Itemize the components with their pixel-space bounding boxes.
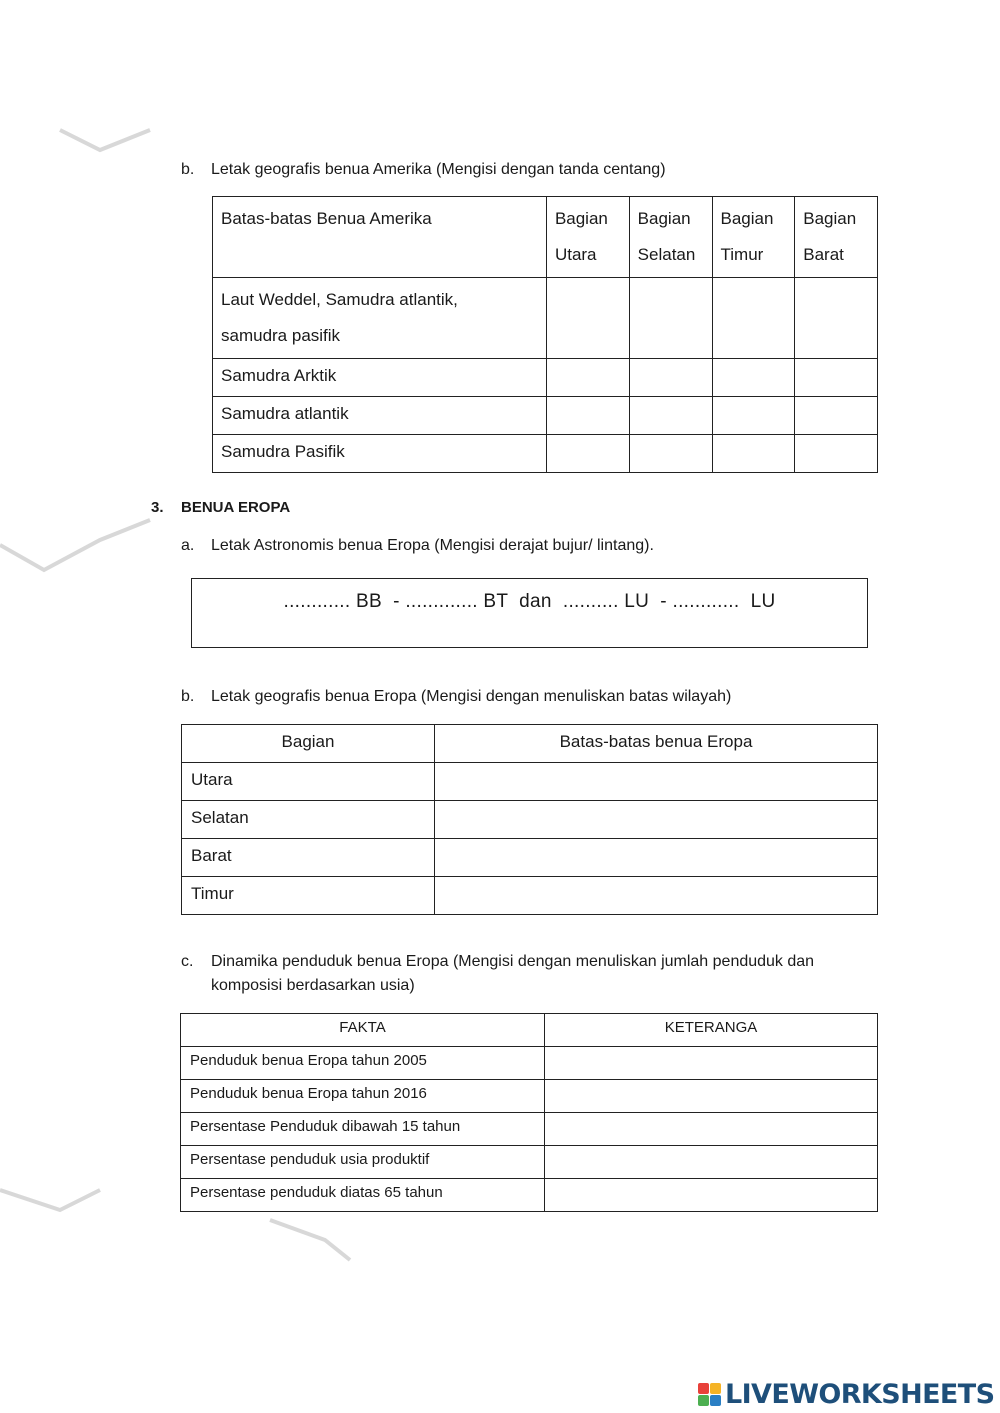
row-label-cell	[181, 1047, 545, 1080]
row-label-cell	[181, 1179, 545, 1212]
astronomis-template-text: ............ BB - ............. BT dan .......... LU - ............ LU	[283, 591, 776, 612]
eropa-penduduk-instruction	[181, 953, 814, 971]
header-cell	[712, 197, 795, 278]
table-row	[182, 801, 878, 839]
answer-input-cell[interactable]	[545, 1146, 878, 1179]
instruction-text-line1: Dinamika penduduk benua Eropa (Mengisi dengan menuliskan jumlah penduduk dan	[211, 953, 815, 970]
row-label: Penduduk benua Eropa tahun 2016	[190, 1085, 427, 1102]
list-marker: b.	[181, 688, 195, 705]
eropa-geografis-instruction	[181, 688, 731, 706]
table-row	[181, 1080, 878, 1113]
row-label-cell	[213, 359, 547, 397]
header-label: Bagian Utara	[554, 209, 608, 264]
instruction-text: Letak geografis benua Eropa (Mengisi dengan menuliskan batas wilayah)	[211, 688, 732, 705]
row-label: Samudra Pasifik	[221, 442, 345, 461]
row-label-cell	[213, 397, 547, 435]
liveworksheets-logo-icon	[698, 1383, 721, 1406]
row-label: Timur	[191, 884, 234, 903]
answer-input-cell[interactable]	[435, 801, 878, 839]
table-row	[182, 763, 878, 801]
header-label: Bagian Barat	[803, 209, 857, 264]
check-cell-barat[interactable]	[795, 435, 878, 473]
table-row	[181, 1113, 878, 1146]
table-row	[182, 839, 878, 877]
answer-input-cell[interactable]	[545, 1047, 878, 1080]
row-label: Persentase penduduk diatas 65 tahun	[190, 1184, 443, 1201]
row-label: Utara	[191, 770, 233, 789]
row-label-cell	[182, 877, 435, 915]
row-label: Laut Weddel, Samudra atlantik, samudra pasifik	[221, 290, 458, 345]
check-cell-timur[interactable]	[712, 278, 795, 359]
liveworksheets-logo	[698, 1378, 994, 1410]
header-cell	[435, 725, 878, 763]
section-title: BENUA EROPA	[181, 499, 291, 516]
check-cell-barat[interactable]	[795, 278, 878, 359]
check-cell-selatan[interactable]	[629, 397, 712, 435]
header-label: FAKTA	[339, 1019, 386, 1036]
check-cell-utara[interactable]	[546, 435, 629, 473]
table-row	[213, 435, 878, 473]
header-label: KETERANGA	[664, 1019, 758, 1036]
row-label-cell	[181, 1080, 545, 1113]
row-label-cell	[182, 763, 435, 801]
header-cell	[629, 197, 712, 278]
header-cell	[545, 1014, 878, 1047]
row-label: Samudra Arktik	[221, 366, 337, 385]
answer-input-cell[interactable]	[545, 1179, 878, 1212]
amerika-geografis-instruction	[181, 161, 666, 179]
logo-text: LIVEWORKSHEETS	[725, 1378, 995, 1410]
row-label-cell	[182, 801, 435, 839]
header-label: Batas-batas benua Eropa	[559, 732, 753, 751]
header-cell	[182, 725, 435, 763]
answer-input-cell[interactable]	[545, 1113, 878, 1146]
instruction-text: Letak geografis benua Amerika (Mengisi dengan tanda centang)	[211, 161, 666, 178]
check-cell-utara[interactable]	[546, 359, 629, 397]
table-row	[181, 1146, 878, 1179]
check-cell-timur[interactable]	[712, 397, 795, 435]
header-cell	[181, 1014, 545, 1047]
check-cell-selatan[interactable]	[629, 359, 712, 397]
row-label: Persentase penduduk usia produktif	[190, 1151, 430, 1168]
check-cell-selatan[interactable]	[629, 435, 712, 473]
answer-input-cell[interactable]	[435, 839, 878, 877]
astronomis-answer-box[interactable]	[191, 578, 868, 648]
check-cell-timur[interactable]	[712, 359, 795, 397]
header-label: Bagian	[281, 732, 335, 751]
list-marker: b.	[181, 161, 195, 178]
header-label: Batas-batas Benua Amerika	[221, 209, 432, 228]
row-label: Persentase Penduduk dibawah 15 tahun	[190, 1118, 461, 1135]
list-marker: a.	[181, 537, 195, 554]
row-label-cell	[213, 435, 547, 473]
table-row	[181, 1179, 878, 1212]
table-row	[213, 278, 878, 359]
table-header-row	[213, 197, 878, 278]
header-cell	[795, 197, 878, 278]
eropa-penduduk-instruction-cont	[211, 977, 415, 995]
eropa-astronomis-instruction	[181, 537, 654, 555]
check-cell-barat[interactable]	[795, 359, 878, 397]
header-cell	[213, 197, 547, 278]
check-cell-utara[interactable]	[546, 278, 629, 359]
instruction-text-line2: komposisi berdasarkan usia)	[211, 977, 415, 994]
row-label-cell	[182, 839, 435, 877]
header-label: Bagian Selatan	[637, 209, 696, 264]
check-cell-utara[interactable]	[546, 397, 629, 435]
check-cell-selatan[interactable]	[629, 278, 712, 359]
list-marker: c.	[181, 953, 194, 970]
table-row	[181, 1047, 878, 1080]
table-header-row	[181, 1014, 878, 1047]
header-label: Bagian Timur	[720, 209, 774, 264]
row-label: Selatan	[191, 808, 249, 827]
row-label: Penduduk benua Eropa tahun 2005	[190, 1052, 427, 1069]
section-heading-eropa	[151, 499, 290, 516]
table-row	[213, 397, 878, 435]
instruction-text: Letak Astronomis benua Eropa (Mengisi derajat bujur/ lintang).	[211, 537, 654, 554]
row-label-cell	[213, 278, 547, 359]
header-cell	[546, 197, 629, 278]
answer-input-cell[interactable]	[545, 1080, 878, 1113]
table-header-row	[182, 725, 878, 763]
answer-input-cell[interactable]	[435, 877, 878, 915]
row-label: Samudra atlantik	[221, 404, 349, 423]
check-cell-timur[interactable]	[712, 435, 795, 473]
answer-input-cell[interactable]	[435, 763, 878, 801]
eropa-borders-table	[181, 724, 878, 915]
amerika-borders-table	[212, 196, 878, 473]
table-row	[182, 877, 878, 915]
section-number: 3.	[151, 499, 164, 516]
table-row	[213, 359, 878, 397]
check-cell-barat[interactable]	[795, 397, 878, 435]
row-label: Barat	[191, 846, 232, 865]
eropa-population-table	[180, 1013, 878, 1212]
row-label-cell	[181, 1113, 545, 1146]
row-label-cell	[181, 1146, 545, 1179]
